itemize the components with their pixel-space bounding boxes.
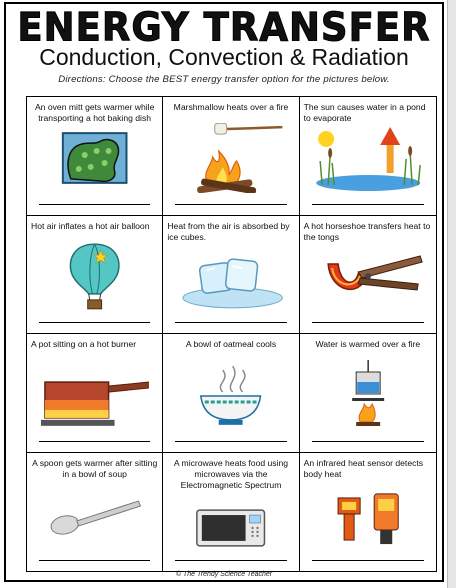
cell-caption: An infrared heat sensor detects body heat (303, 457, 424, 479)
page-edge (447, 0, 456, 588)
spoon-picture (35, 479, 154, 549)
page-title: ENERGY TRANSFER (17, 4, 431, 51)
cell-caption: Heat from the air is absorbed by ice cubes. (167, 220, 290, 242)
answer-line[interactable] (39, 560, 150, 561)
cell-caption: A spoon gets warmer after sitting in a bowl of soup (32, 457, 158, 479)
microwave-picture (171, 489, 290, 559)
answer-line[interactable] (39, 204, 150, 205)
cell-caption: An oven mitt gets warmer while transporting a hot baking dish (34, 102, 155, 123)
cell-caption: A pot sitting on a hot burner (31, 339, 137, 349)
cell-beaker (300, 334, 436, 453)
directions-text: Directions: Choose the BEST energy transfer option for the pictures below. (58, 74, 390, 85)
horseshoe-tongs-picture (308, 242, 428, 312)
oven-mitt-picture (35, 123, 154, 193)
answer-line[interactable] (39, 322, 150, 323)
worksheet (4, 2, 444, 582)
answer-line[interactable] (39, 441, 150, 442)
beaker-fire-picture (308, 360, 428, 430)
cell-caption: Marshmallow heats over a fire (173, 102, 289, 112)
cell-caption: A hot horseshoe transfers heat to the tongs (303, 220, 431, 242)
pot-burner-picture (35, 360, 154, 430)
ice-cubes-picture (171, 242, 290, 312)
cell-caption: Hot air inflates a hot air balloon (31, 220, 150, 231)
cell-oven-mitt (27, 97, 163, 216)
footer-credit: © The Trendy Science Teacher (175, 571, 273, 578)
cell-pot (27, 334, 163, 453)
cell-caption: A microwave heats food using microwaves via the Electromagnetic Spectrum (173, 457, 289, 490)
cell-infrared (300, 453, 436, 572)
cell-ice (163, 216, 299, 335)
answer-line[interactable] (175, 204, 286, 205)
cell-caption: The sun causes water in a pond to evaporate (303, 102, 426, 123)
cell-oatmeal (163, 334, 299, 453)
cell-pond (300, 97, 436, 216)
answer-line[interactable] (312, 204, 424, 205)
answer-line[interactable] (312, 560, 424, 561)
oatmeal-bowl-picture (171, 360, 290, 430)
infrared-sensor-picture (308, 485, 428, 555)
answer-line[interactable] (312, 322, 424, 323)
pond-evaporation-picture (308, 123, 428, 193)
answer-line[interactable] (175, 441, 286, 442)
cell-horseshoe (300, 216, 436, 335)
answer-grid (26, 96, 437, 572)
cell-caption: Water is warmed over a fire (315, 339, 421, 349)
cell-marshmallow (163, 97, 299, 216)
marshmallow-fire-picture (171, 123, 290, 193)
cell-caption: A bowl of oatmeal cools (185, 339, 277, 349)
answer-line[interactable] (175, 560, 286, 561)
cell-spoon (27, 453, 163, 572)
answer-line[interactable] (175, 322, 286, 323)
answer-line[interactable] (312, 441, 424, 442)
cell-microwave (163, 453, 299, 572)
page-subtitle: Conduction, Convection & Radiation (39, 44, 409, 70)
hot-air-balloon-picture (35, 242, 154, 312)
cell-balloon (27, 216, 163, 335)
